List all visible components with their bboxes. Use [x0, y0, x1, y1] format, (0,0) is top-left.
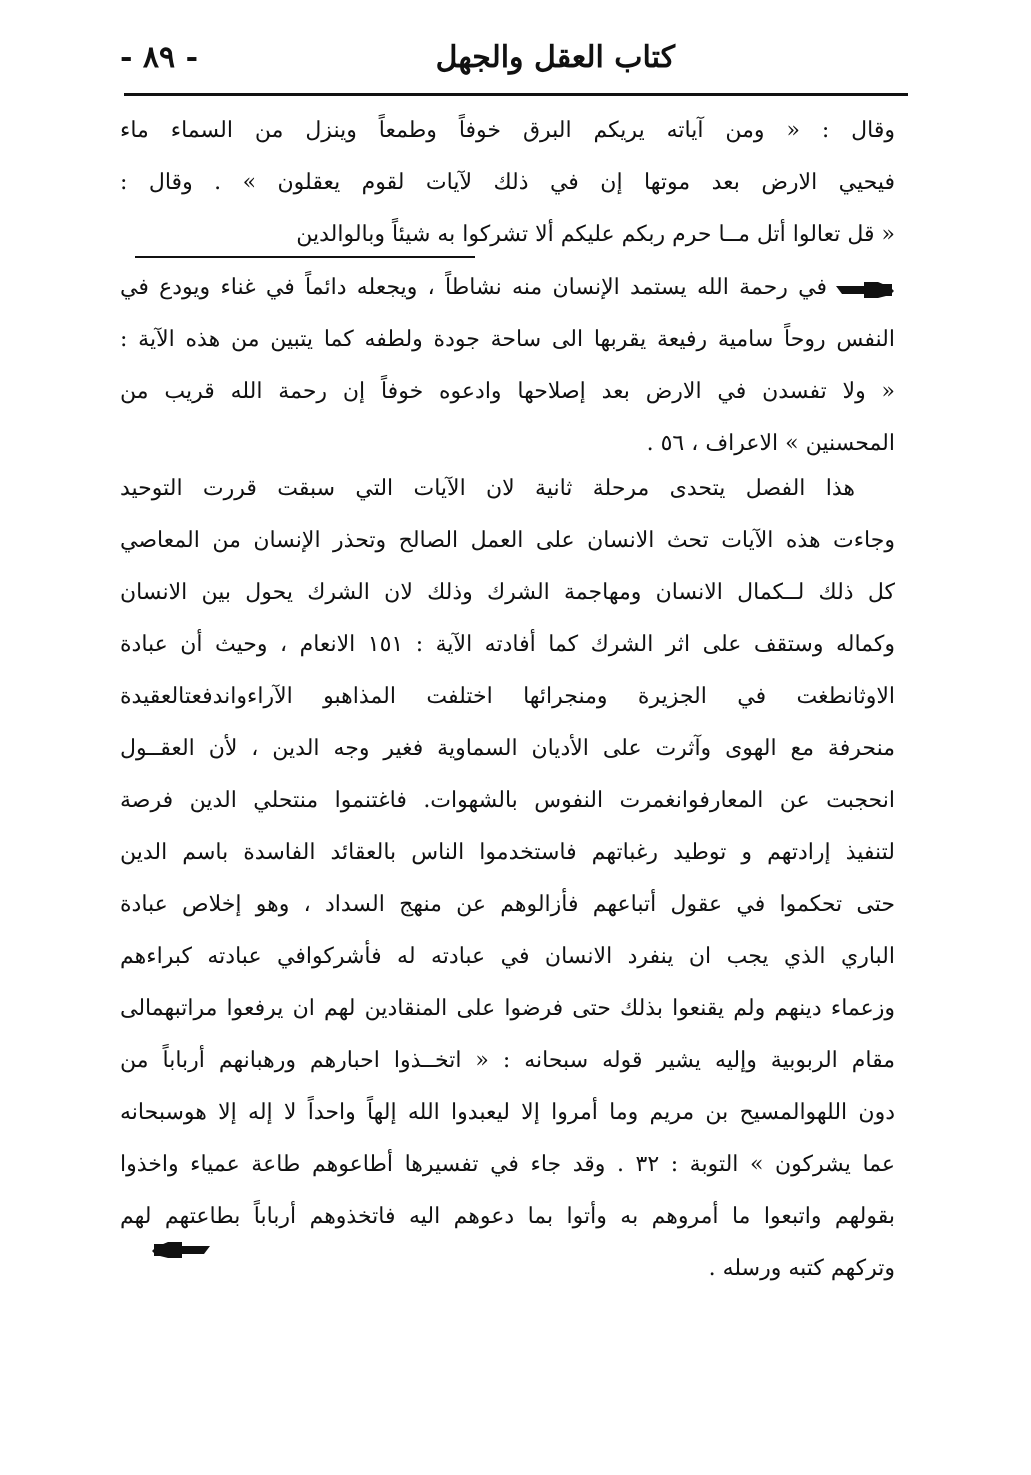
- text-line: « ولا تفسدن في الارض بعد إصلاحها وادعوه خوفاً إن رحمة الله قريب من: [120, 379, 895, 404]
- text-line: فيحيي الارض بعد موتها إن في ذلك لآيات لقوم يعقلون » . وقال :: [120, 170, 895, 195]
- running-title: كتاب العقل والجهل: [435, 40, 675, 75]
- paragraph-mercy: [120, 262, 895, 470]
- text-line: « قل تعالوا أتل مــا حرم ربكم عليكم ألا تشركوا به شيئاً وبالوالدين: [296, 222, 895, 247]
- text-line: المحسنين » الاعراف ، ٥٦ .: [646, 431, 895, 456]
- text-line: لتنفيذ إرادتهم و توطيد رغباتهم فاستخدموا الناس بالعقائد الفاسدة باسم الدين: [120, 840, 895, 865]
- text-line: بقولهم واتبعوا ما أمروهم به وأتوا بما دعوهم اليه فاتخذوهم أرباباً بطاعتهم لهم: [120, 1204, 895, 1229]
- paragraph-commentary: [120, 463, 895, 1295]
- text-line: الاوثانطغت في الجزيرة ومنجرائها اختلفت المذاهبو الآراءواندفعتالعقيدة: [120, 684, 895, 709]
- pointing-hand-icon: [150, 1238, 212, 1260]
- text-line: وتركهم كتبه ورسله .: [708, 1256, 895, 1281]
- header-divider: [124, 93, 908, 96]
- page-header: [120, 40, 910, 90]
- text-line: دون اللهوالمسيح بن مريم وما أمروا إلا ليعبدوا الله إلهاً واحداً لا إله إلا هوسبحانه: [120, 1100, 895, 1125]
- text-line: الباري الذي يجب ان ينفرد الانسان في عبادته له فأشركوافي عبادته كبراءهم: [120, 944, 895, 969]
- text-line: مقام الربوبية وإليه يشير قوله سبحانه : « اتخــذوا احبارهم ورهبانهم أرباباً من: [120, 1048, 895, 1073]
- text-line: عما يشركون » التوبة : ٣٢ . وقد جاء في تفسيرها أطاعوهم طاعة عمياء واخذوا: [120, 1152, 895, 1177]
- paragraph-quote-verses: [120, 105, 895, 261]
- text-line: كل ذلك لــكمال الانسان ومهاجمة الشرك وذلك لان الشرك يحول بين الانسان: [120, 580, 895, 605]
- text-line: حتى تحكموا في عقول أتباعهم فأزالوهم عن منهج السداد ، وهو إخلاص عبادة: [120, 892, 895, 917]
- text-line: وكماله وستقف على اثر الشرك كما أفادته الآية : ١٥١ الانعام ، وحيث أن عبادة: [120, 632, 895, 657]
- text-line: هذا الفصل يتحدى مرحلة ثانية لان الآيات التي سبقت قررت التوحيد: [120, 476, 855, 501]
- text-line: النفس روحاً سامية رفيعة يقربها الى ساحة جودة ولطفه كما يتبين من هذه الآية :: [120, 327, 895, 352]
- text-line: في رحمة الله يستمد الإنسان منه نشاطاً ، ويجعله دائماً في غناء ويودع في: [120, 275, 827, 300]
- text-line: وجاءت هذه الآيات تحث الانسان على العمل الصالح وتحذر الإنسان من المعاصي: [120, 528, 895, 553]
- text-line: منحرفة مع الهوى وآثرت على الأديان السماوية فغير وجه الدين ، لأن العقــول: [120, 736, 895, 761]
- text-line: وزعماء دينهم ولم يقنعوا بذلك حتى فرضوا على المنقادين لهم ان يرفعوا مراتبهمالى: [120, 996, 895, 1021]
- text-underline: [135, 256, 475, 258]
- text-line: وقال : « ومن آياته يريكم البرق خوفاً وطمعاً وينزل من السماء ماء: [120, 118, 895, 143]
- page-number: - ٨٩ -: [120, 40, 199, 75]
- text-line: انحجبت عن المعارفوانغمرت النفوس بالشهوات. فاغتنموا منتحلي الدين فرصة: [120, 788, 895, 813]
